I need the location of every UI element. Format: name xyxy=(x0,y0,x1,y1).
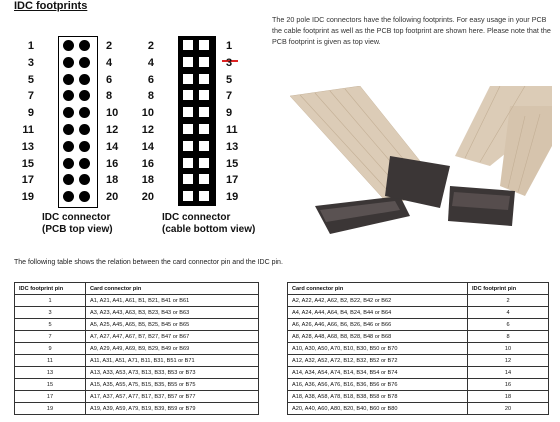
table-cell: 1 xyxy=(15,295,86,307)
pin-number: 20 xyxy=(106,191,119,204)
table-row xyxy=(288,367,549,379)
pcb-label-line1: IDC connector xyxy=(42,212,111,223)
pin-number: 17 xyxy=(226,174,239,187)
pin-mapping-table-even xyxy=(287,282,549,415)
table-row xyxy=(288,391,549,403)
contact-square xyxy=(183,124,193,134)
table-cell: A17, A37, A57, A77, B17, B37, B57 or B77 xyxy=(86,391,259,403)
table-cell: 4 xyxy=(468,307,549,319)
table-row xyxy=(15,403,259,415)
table-cell: 11 xyxy=(15,355,86,367)
table-cell: A5, A25, A45, A65, B5, B25, B45 or B65 xyxy=(86,319,259,331)
table-cell: 12 xyxy=(468,355,549,367)
table-row xyxy=(288,307,549,319)
table-cell: A2, A22, A42, A62, B2, B22, B42 or B62 xyxy=(288,295,468,307)
pin-mapping-table-odd xyxy=(14,282,259,415)
table-row xyxy=(15,319,259,331)
col-header: Card connector pin xyxy=(288,283,468,295)
table-row xyxy=(288,343,549,355)
page-title: IDC footprints xyxy=(14,0,88,12)
contact-square xyxy=(183,74,193,84)
table-cell: A11, A31, A51, A71, B11, B31, B51 or B71 xyxy=(86,355,259,367)
pcb-label-line2: (PCB top view) xyxy=(42,224,113,235)
table-row xyxy=(15,307,259,319)
pin-number: 13 xyxy=(226,140,239,153)
contact-hole xyxy=(79,158,90,169)
col-header: Card connector pin xyxy=(86,283,259,295)
pin-number: 16 xyxy=(106,157,119,170)
contact-square xyxy=(199,141,209,151)
table-cell: 5 xyxy=(15,319,86,331)
pin-number: 17 xyxy=(21,174,34,187)
ribbon-cable-photo xyxy=(290,86,552,246)
table-cell: 10 xyxy=(468,343,549,355)
pin-number: 1 xyxy=(226,40,233,52)
pin-number: 7 xyxy=(27,90,34,103)
table-cell: 13 xyxy=(15,367,86,379)
table-cell: A12, A32, A52, A72, B12, B32, B52 or B72 xyxy=(288,355,468,367)
cable-label-line1: IDC connector xyxy=(162,212,231,223)
table-row xyxy=(15,391,259,403)
table-cell: 3 xyxy=(15,307,86,319)
pin-number: 15 xyxy=(226,157,239,170)
pin-number: 5 xyxy=(226,73,233,86)
table-cell: 19 xyxy=(15,403,86,415)
contact-square xyxy=(199,57,209,67)
table-cell: 18 xyxy=(468,391,549,403)
pin-number: 5 xyxy=(27,73,34,86)
table-cell: A1, A21, A41, A61, B1, B21, B41 or B61 xyxy=(86,295,259,307)
pin-number: 6 xyxy=(147,73,154,86)
table-row xyxy=(15,343,259,355)
pin-number: 18 xyxy=(106,174,119,187)
col-header: IDC footprint pin xyxy=(15,283,86,295)
table-cell: A20, A40, A60, A80, B20, B40, B60 or B80 xyxy=(288,403,468,415)
contact-square xyxy=(183,158,193,168)
table-cell: 17 xyxy=(15,391,86,403)
description-text: The 20 pole IDC connectors have the following footprints. For easy usage in your PCB the cable footprint as well as the PCB top footprint are shown here. Please note that the PCB footprint is given as top view. xyxy=(272,15,551,46)
pin-number: 9 xyxy=(226,107,233,120)
pin-number: 20 xyxy=(141,191,154,204)
table-cell: 7 xyxy=(15,331,86,343)
pin-number: 4 xyxy=(106,56,113,69)
contact-square xyxy=(183,141,193,151)
pin-number: 2 xyxy=(106,40,113,52)
table-row xyxy=(288,355,549,367)
contact-hole xyxy=(79,57,90,68)
table-row xyxy=(15,367,259,379)
table-cell: 9 xyxy=(15,343,86,355)
table-row xyxy=(15,355,259,367)
contact-square xyxy=(199,191,209,201)
table-cell: 6 xyxy=(468,319,549,331)
pin-number: 8 xyxy=(147,90,154,103)
contact-hole xyxy=(63,124,74,135)
pin-number: 12 xyxy=(141,124,154,136)
table-cell: A19, A39, A59, A79, B19, B39, B59 or B79 xyxy=(86,403,259,415)
contact-hole xyxy=(63,57,74,68)
pin-number: 3 xyxy=(27,56,34,69)
table-cell: A3, A23, A43, A63, B3, B23, B43 or B63 xyxy=(86,307,259,319)
table-cell: 14 xyxy=(468,367,549,379)
table-cell: A7, A27, A47, A67, B7, B27, B47 or B67 xyxy=(86,331,259,343)
table-cell: A10, A30, A50, A70, B10, B30, B50 or B70 xyxy=(288,343,468,355)
table-cell: 2 xyxy=(468,295,549,307)
col-header: IDC footprint pin xyxy=(468,283,549,295)
contact-square xyxy=(199,90,209,100)
contact-square xyxy=(183,174,193,184)
pin-number: 8 xyxy=(106,90,113,103)
cable-label-line2: (cable bottom view) xyxy=(162,224,256,235)
pin-number: 18 xyxy=(141,174,154,187)
contact-square xyxy=(183,90,193,100)
pin-number: 3 xyxy=(226,56,233,69)
table-cell: 8 xyxy=(468,331,549,343)
table-cell: A16, A36, A56, A76, B16, B36, B56 or B76 xyxy=(288,379,468,391)
table-cell: A6, A26, A46, A66, B6, B26, B46 or B66 xyxy=(288,319,468,331)
table-row xyxy=(15,295,259,307)
pin-number: 13 xyxy=(21,140,34,153)
table-cell: A18, A38, A58, A78, B18, B38, B58 or B78 xyxy=(288,391,468,403)
table-cell: A8, A28, A48, A68, B8, B28, B48 or B68 xyxy=(288,331,468,343)
pin-number: 4 xyxy=(147,56,154,69)
pin-number: 19 xyxy=(226,191,239,204)
pin-number: 7 xyxy=(226,90,233,103)
table-cell: A9, A29, A49, A69, B9, B29, B49 or B69 xyxy=(86,343,259,355)
table-note: The following table shows the relation between the card connector pin and the IDC pin. xyxy=(14,259,283,266)
table-cell: A4, A24, A44, A64, B4, B24, B44 or B64 xyxy=(288,307,468,319)
table-row xyxy=(288,379,549,391)
table-cell: A14, A34, A54, A74, B14, B34, B54 or B74 xyxy=(288,367,468,379)
pin-number: 10 xyxy=(141,107,154,120)
contact-hole xyxy=(63,40,74,51)
table-cell: 20 xyxy=(468,403,549,415)
pin-number: 6 xyxy=(106,73,113,86)
table-cell: 16 xyxy=(468,379,549,391)
pin-number: 9 xyxy=(27,107,34,120)
table-cell: 15 xyxy=(15,379,86,391)
contact-hole xyxy=(79,74,90,85)
pin-number: 1 xyxy=(27,40,34,52)
pin-number: 11 xyxy=(22,124,34,136)
table-row xyxy=(288,295,549,307)
contact-square xyxy=(199,40,209,50)
pin-number: 19 xyxy=(21,191,34,204)
pin-number: 11 xyxy=(226,124,238,136)
contact-square xyxy=(199,124,209,134)
contact-hole xyxy=(79,40,90,51)
pin-number: 15 xyxy=(21,157,34,170)
contact-square xyxy=(199,74,209,84)
contact-square xyxy=(183,40,193,50)
pin-number: 14 xyxy=(141,140,154,153)
contact-hole xyxy=(79,141,90,152)
contact-square xyxy=(183,191,193,201)
pin-number: 16 xyxy=(141,157,154,170)
contact-hole xyxy=(79,124,90,135)
pin-number: 12 xyxy=(106,124,119,136)
pin-number: 10 xyxy=(106,107,119,120)
table-row xyxy=(288,319,549,331)
table-row xyxy=(15,379,259,391)
contact-square xyxy=(183,57,193,67)
contact-hole xyxy=(63,74,74,85)
table-cell: A15, A35, A55, A75, B15, B35, B55 or B75 xyxy=(86,379,259,391)
pin-number: 14 xyxy=(106,140,119,153)
contact-square xyxy=(199,107,209,117)
table-row xyxy=(288,331,549,343)
table-row xyxy=(15,331,259,343)
table-row xyxy=(288,403,549,415)
contact-hole xyxy=(63,141,74,152)
contact-square xyxy=(183,107,193,117)
contact-square xyxy=(199,158,209,168)
table-cell: A13, A33, A53, A73, B13, B33, B53 or B73 xyxy=(86,367,259,379)
contact-hole xyxy=(63,158,74,169)
pin-number: 2 xyxy=(147,40,154,52)
contact-square xyxy=(199,174,209,184)
